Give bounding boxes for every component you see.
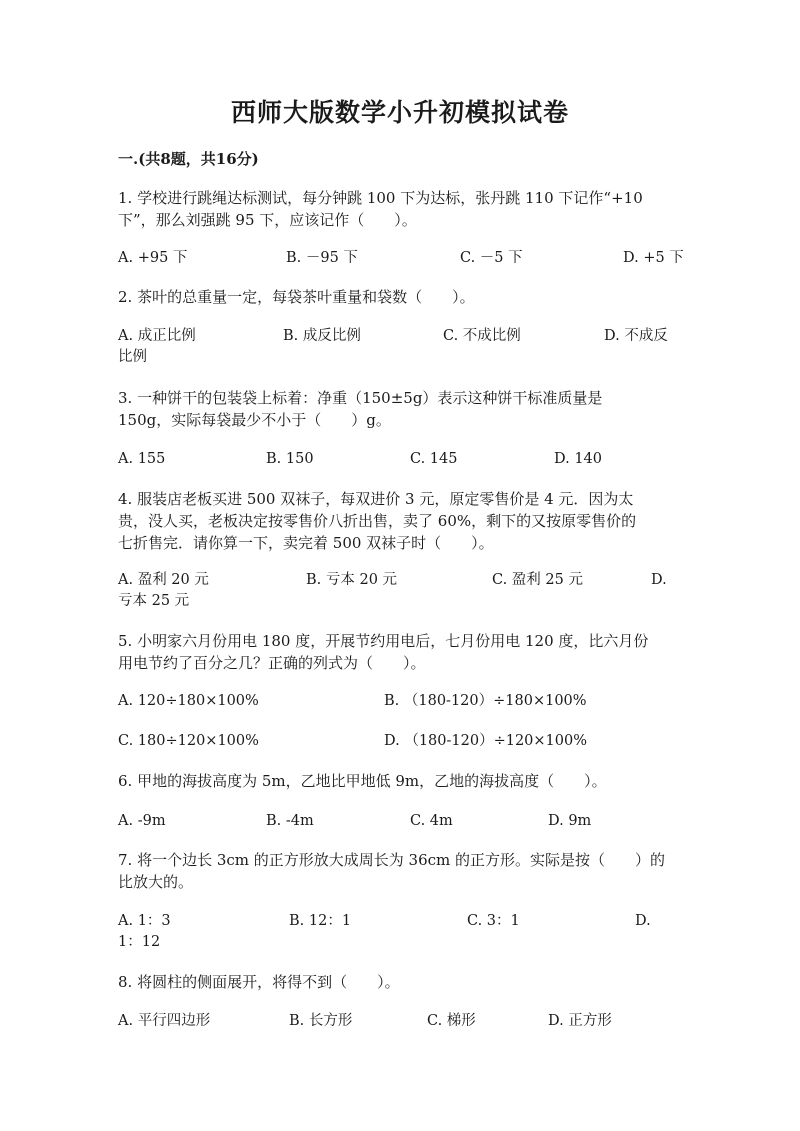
question-4-line-2: 贵，没人买，老板决定按零售价八折出售，卖了 60%，剩下的又按原零售价的 <box>118 512 637 530</box>
q5-option-a: A. 120÷180×100% <box>118 693 259 709</box>
question-8-line-1: 8. 将圆柱的侧面展开，将得不到（ ）。 <box>118 973 400 991</box>
question-8 <box>118 971 678 993</box>
q1-option-a: A. +95 下 <box>118 250 188 266</box>
q1-option-b: B. －95 下 <box>286 250 358 266</box>
q7-option-d: D. 1：12 <box>118 913 651 950</box>
q4-option-b: B. 亏本 20 元 <box>306 572 398 588</box>
q3-option-a: A. 155 <box>118 451 166 467</box>
q7-option-b: B. 12：1 <box>289 913 352 929</box>
q7-option-a: A. 1：3 <box>118 913 171 929</box>
q2-option-b: B. 成反比例 <box>283 328 361 344</box>
q3-option-d: D. 140 <box>554 451 603 467</box>
q6-option-b: B. -4m <box>266 813 314 829</box>
q7-option-c: C. 3：1 <box>467 913 520 929</box>
q8-option-a: A. 平行四边形 <box>118 1013 211 1029</box>
question-4 <box>118 488 678 554</box>
q3-option-c: C. 145 <box>410 451 458 467</box>
question-7-line-2: 比放大的。 <box>118 873 194 891</box>
question-6-line-1: 6. 甲地的海拔高度为 5m，乙地比甲地低 9m，乙地的海拔高度（ ）。 <box>118 772 607 790</box>
question-4-line-3: 七折售完．请你算一下，卖完着 500 双袜子时（ ）。 <box>118 534 494 552</box>
q5-option-c: C. 180÷120×100% <box>118 733 259 749</box>
q4-option-d: D. 亏本 25 元 <box>118 572 667 609</box>
question-3-line-2: 150g，实际每袋最少不小于（ ）g。 <box>118 411 391 429</box>
q3-option-b: B. 150 <box>266 451 314 467</box>
question-7-line-1: 7. 将一个边长 3cm 的正方形放大成周长为 36cm 的正方形。实际是按（ ）的 <box>118 851 666 869</box>
section-heading: 一.(共8题，共16分) <box>118 150 259 168</box>
question-6 <box>118 770 678 792</box>
q2-option-d: D. 不成反比例 <box>118 328 668 365</box>
q5-option-d: D. （180-120）÷120×100% <box>384 733 588 749</box>
q8-option-c: C. 梯形 <box>427 1013 476 1029</box>
page-title: 西师大版数学小升初模拟试卷 <box>230 98 569 127</box>
question-5 <box>118 630 678 674</box>
q2-option-a: A. 成正比例 <box>118 328 196 344</box>
question-5-line-2: 用电节约了百分之几？正确的列式为（ ）。 <box>118 654 426 672</box>
q6-option-d: D. 9m <box>548 813 592 829</box>
question-7 <box>118 849 678 893</box>
q1-option-c: C. －5 下 <box>460 250 523 266</box>
q2-option-c: C. 不成比例 <box>443 328 521 344</box>
q4-option-c: C. 盈利 25 元 <box>492 572 583 588</box>
q1-option-d: D. +5 下 <box>623 250 684 266</box>
question-1-line-2: 下”，那么刘强跳 95 下，应该记作（ ）。 <box>118 211 417 229</box>
question-1-line-1: 1. 学校进行跳绳达标测试，每分钟跳 100 下为达标，张丹跳 110 下记作“+10 <box>118 189 643 207</box>
question-3 <box>118 387 678 431</box>
question-2-line-1: 2. 茶叶的总重量一定，每袋茶叶重量和袋数（ ）。 <box>118 288 475 306</box>
question-5-line-1: 5. 小明家六月份用电 180 度，开展节约用电后，七月份用电 120 度，比六月份 <box>118 632 649 650</box>
q8-option-d: D. 正方形 <box>548 1013 612 1029</box>
q5-option-b: B. （180-120）÷180×100% <box>384 693 587 709</box>
question-4-line-1: 4. 服装店老板买进 500 双袜子，每双进价 3 元，原定零售价是 4 元．因为太 <box>118 490 634 508</box>
q6-option-c: C. 4m <box>410 813 453 829</box>
q6-option-a: A. -9m <box>118 813 166 829</box>
question-1 <box>118 187 678 231</box>
question-2 <box>118 286 678 308</box>
q4-option-a: A. 盈利 20 元 <box>118 572 209 588</box>
q8-option-b: B. 长方形 <box>289 1013 353 1029</box>
question-3-line-1: 3. 一种饼干的包装袋上标着：净重（150±5g）表示这种饼干标准质量是 <box>118 389 603 407</box>
